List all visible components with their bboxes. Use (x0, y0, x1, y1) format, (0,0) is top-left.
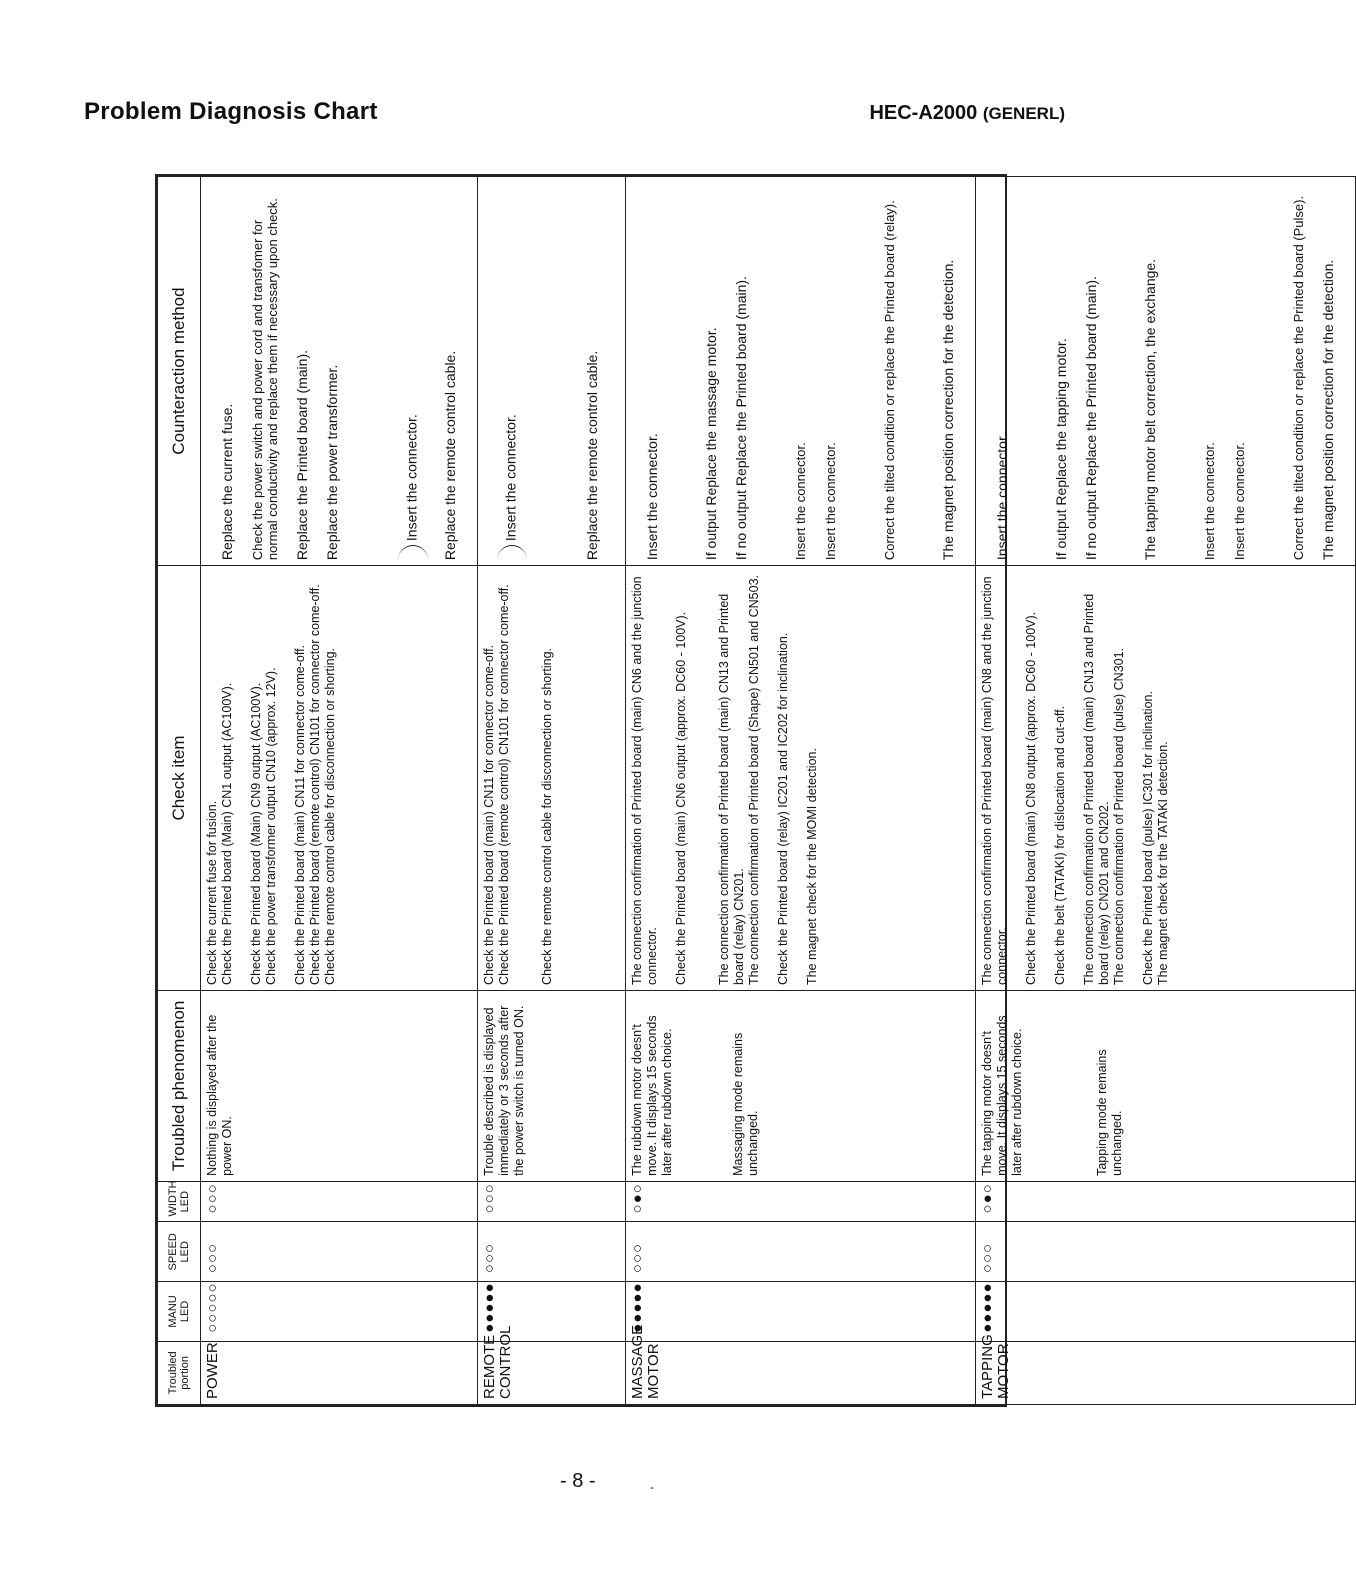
page-number: - 8 - (560, 1470, 596, 1492)
portion-cell: REMOTE CONTROL (478, 1341, 626, 1404)
col-width-led: WIDTH LED (158, 1181, 201, 1222)
check-item: Check the belt (TATAKI) for dislocation and cut-off. (1053, 705, 1067, 985)
counter-text: Insert the connector. (403, 414, 420, 542)
counter-item: Correct the tilted condition or replace the Printed board (relay). (882, 200, 897, 561)
check-item: Check the Printed board (main) CN11 for connector come-off. (293, 644, 307, 985)
phenomenon-text: The tapping motor doesn't move. It displays 15 seconds later after rubdown choice. (980, 1015, 1024, 1176)
check-item: Check the power transformer output CN10 (approx. 12V). (264, 667, 278, 985)
check-item: Check the Printed board (pulse) IC301 for inclination. (1141, 691, 1155, 985)
check-item: The connection confirmation of Printed board (main) CN6 and the junction connector. (630, 576, 659, 985)
diagnosis-table-frame (155, 174, 1336, 1407)
check-cell (478, 566, 626, 991)
width-led-cell: ○●○ (626, 1181, 976, 1222)
phenomenon-cell (201, 990, 478, 1181)
check-item: The connection confirmation of Printed board (main) CN13 and Printed board (relay) CN201. (717, 593, 746, 985)
phenomenon-text: The rubdown motor doesn't move. It displays 15 seconds later after rubdown choice. (630, 1015, 674, 1176)
check-item: Check the Printed board (relay) IC201 and IC202 for inclination. (776, 632, 790, 985)
portion-cell: TAPPING MOTOR (976, 1341, 1356, 1404)
counteraction-cell (201, 177, 478, 566)
counter-item: Replace the power transformer. (324, 364, 340, 561)
counter-item: Insert the connector. (994, 433, 1010, 561)
speed-led-cell: ○○○ (976, 1222, 1356, 1282)
portion-cell: MASSAGE MOTOR (626, 1341, 976, 1404)
table-row-power (201, 177, 478, 1405)
counter-item: Replace the remote control cable. (442, 350, 458, 561)
counter-item: Check the power switch and power cord and transfomer for normal conductivity and replace them if necessary upon check. (250, 198, 280, 561)
counter-item: Replace the Printed board (main). (294, 350, 310, 561)
counter-item: Insert the connector. (793, 442, 808, 561)
check-item: Check the remote control cable for disconnection or shorting. (540, 647, 554, 985)
counter-item: The magnet position correction for the detection. (1320, 259, 1336, 561)
table-row-massage-motor (626, 177, 976, 1405)
counteraction-cell (626, 177, 976, 566)
check-item: The magnet check for the MOMI detection. (805, 748, 819, 985)
model-suffix: (GENERL) (982, 104, 1065, 123)
counter-item: Insert the connector. (1232, 442, 1247, 561)
check-item: Check the Printed board (remote control) CN101 for connector come-off. (308, 584, 322, 985)
rotated-table (157, 176, 1336, 1405)
check-item: The connection confirmation of Printed board (pulse) CN301. (1112, 647, 1126, 985)
model-number: HEC-A2000 (869, 102, 978, 124)
counter-item: The tapping motor belt correction, the exchange. (1142, 258, 1158, 561)
counter-item: Insert the connector. (823, 442, 838, 561)
portion-cell: POWER (201, 1341, 478, 1404)
counter-item: Correct the tilted condition or replace the Printed board (Pulse). (1291, 195, 1306, 561)
check-item: The connection confirmation of Printed board (Shape) CN501 and CN503. (747, 574, 761, 985)
counter-item: The magnet position correction for the detection. (940, 259, 956, 561)
counter-item: Replace the remote control cable. (584, 350, 600, 561)
counter-item (398, 182, 428, 560)
model-label (869, 102, 1065, 125)
col-manu-led: MANU LED (158, 1282, 201, 1342)
page-title: Problem Diagnosis Chart (84, 98, 378, 125)
col-speed-led: SPEED LED (158, 1222, 201, 1282)
manu-led-cell: ●●●●● (626, 1282, 976, 1342)
check-item: The connection confirmation of Printed board (main) CN8 and the junction connector. (980, 576, 1009, 985)
manu-led-cell: ●●●●● (976, 1282, 1356, 1342)
counter-item: Insert the connector. (644, 433, 660, 561)
col-check-item: Check item (158, 566, 201, 991)
check-cell (976, 566, 1356, 991)
counter-item: If no output Replace the Printed board (main). (733, 276, 749, 561)
speed-led-cell: ○○○ (201, 1222, 478, 1282)
check-item: Check the Printed board (Main) CN1 output (AC100V). (220, 682, 234, 985)
check-item: Check the Printed board (remote control) CN101 for connector come-off. (497, 584, 511, 985)
counter-item: If output Replace the massage motor. (703, 327, 719, 561)
table-row-remote-control (478, 177, 626, 1405)
counteraction-cell (478, 177, 626, 566)
counter-item (497, 182, 527, 560)
phenomenon-text: Nothing is displayed after the power ON. (205, 1014, 234, 1176)
manu-led-cell: ●●●●● (478, 1282, 626, 1342)
check-item: Check the Printed board (main) CN11 for connector come-off. (482, 644, 496, 985)
counter-item: Insert the connector. (1202, 442, 1217, 561)
speed-led-cell: ○○○ (626, 1222, 976, 1282)
counter-item: If no output Replace the Printed board (main). (1083, 276, 1099, 561)
col-portion: Troubled portion (158, 1341, 201, 1404)
check-cell (201, 566, 478, 991)
check-item: Check the Printed board (main) CN6 output (approx. DC60 - 100V). (674, 611, 688, 985)
check-item: Check the remote control cable for disconnection or shorting. (323, 647, 337, 985)
width-led-cell: ○○○ (478, 1181, 626, 1222)
brace-icon (497, 545, 527, 560)
phenomenon-cell (478, 990, 626, 1181)
col-phenomenon: Troubled phenomenon (158, 990, 201, 1181)
width-led-cell: ○●○ (976, 1181, 1356, 1222)
check-cell (626, 566, 976, 991)
stray-mark: - (650, 1480, 654, 1494)
check-item: The connection confirmation of Printed board (main) CN13 and Printed board (relay) CN201 and CN202. (1082, 593, 1111, 985)
table-row-tapping-motor (976, 177, 1356, 1405)
phenomenon-cell (976, 990, 1356, 1181)
phenomenon-cell (626, 990, 976, 1181)
speed-led-cell: ○○○ (478, 1222, 626, 1282)
check-item: Check the Printed board (main) CN8 output (approx. DC60 - 100V). (1024, 611, 1038, 985)
brace-icon (398, 545, 428, 560)
counteraction-cell (976, 177, 1356, 566)
manu-led-cell: ○○○○○ (201, 1282, 478, 1342)
phenomenon-text: Tapping mode remains unchanged. (1095, 1049, 1124, 1176)
counter-item: Replace the current fuse. (219, 403, 235, 561)
phenomenon-text: Trouble described is displayed immediately or 3 seconds after the power switch is turned ON. (482, 1005, 526, 1176)
phenomenon-text: Massaging mode remains unchanged. (731, 1032, 760, 1176)
counter-text: Insert the connector. (502, 414, 519, 542)
width-led-cell: ○○○ (201, 1181, 478, 1222)
table-header-row (158, 177, 201, 1405)
col-counteraction: Counteraction method (158, 177, 201, 566)
diagnosis-table (157, 176, 1356, 1405)
check-item: Check the Printed board (Main) CN9 output (AC100V). (249, 682, 263, 985)
counter-item: If output Replace the tapping motor. (1053, 338, 1069, 561)
check-item: Check the current fuse for fusion. (205, 800, 219, 985)
check-item: The magnet check for the TATAKI detection. (1156, 741, 1170, 985)
